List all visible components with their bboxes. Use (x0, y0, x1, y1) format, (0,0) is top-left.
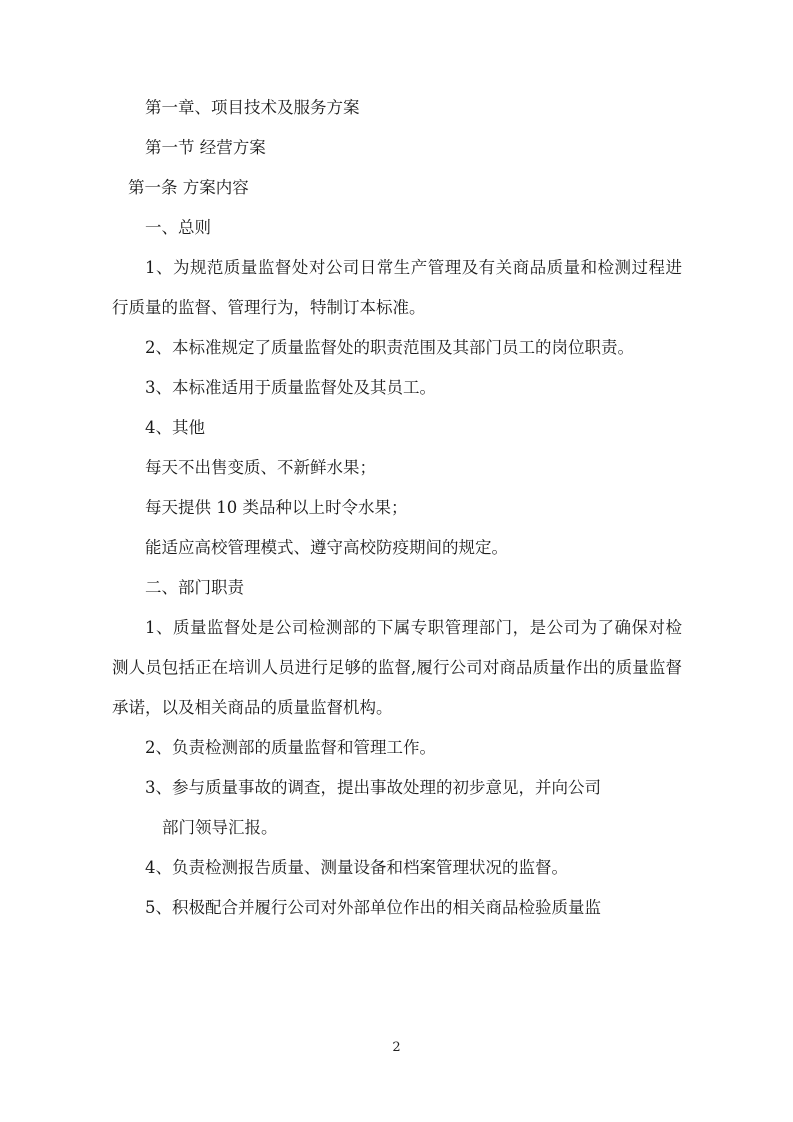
document-paragraph: 2、负责检测部的质量监督和管理工作。 (145, 738, 436, 757)
document-paragraph: 一、总则 (145, 218, 211, 237)
document-paragraph: 3、本标准适用于质量监督处及其员工。 (145, 378, 436, 397)
document-paragraph: 第一节 经营方案 (145, 138, 266, 157)
document-paragraph: 第一章、项目技术及服务方案 (145, 98, 360, 117)
document-paragraph: 3、参与质量事故的调查，提出事故处理的初步意见，并向公司 (145, 778, 601, 797)
document-paragraph: 4、其他 (145, 418, 205, 437)
document-paragraph: 1、为规范质量监督处对公司日常生产管理及有关商品质量和检测过程进行质量的监督、管理行为，特制订本标准。 (112, 258, 682, 317)
document-paragraph: 2、本标准规定了质量监督处的职责范围及其部门员工的岗位职责。 (145, 338, 634, 357)
document-body (112, 88, 682, 928)
document-paragraph: 部门领导汇报。 (162, 818, 278, 837)
document-paragraph: 第一条 方案内容 (128, 178, 249, 197)
document-paragraph: 4、负责检测报告质量、测量设备和档案管理状况的监督。 (145, 858, 568, 877)
document-paragraph: 1、质量监督处是公司检测部的下属专职管理部门，是公司为了确保对检测人员包括正在培训人员进行足够的监督,履行公司对商品质量作出的质量监督承诺，以及相关商品的质量监督机构。 (112, 618, 682, 717)
page-number: 2 (392, 1040, 401, 1055)
document-paragraph: 每天不出售变质、不新鲜水果； (145, 458, 376, 477)
document-paragraph: 二、部门职责 (145, 578, 244, 597)
document-paragraph: 5、积极配合并履行公司对外部单位作出的相关商品检验质量监 (145, 898, 601, 917)
document-paragraph: 每天提供 10 类品种以上时令水果； (145, 498, 408, 517)
document-paragraph: 能适应高校管理模式、遵守高校防疫期间的规定。 (145, 538, 508, 557)
